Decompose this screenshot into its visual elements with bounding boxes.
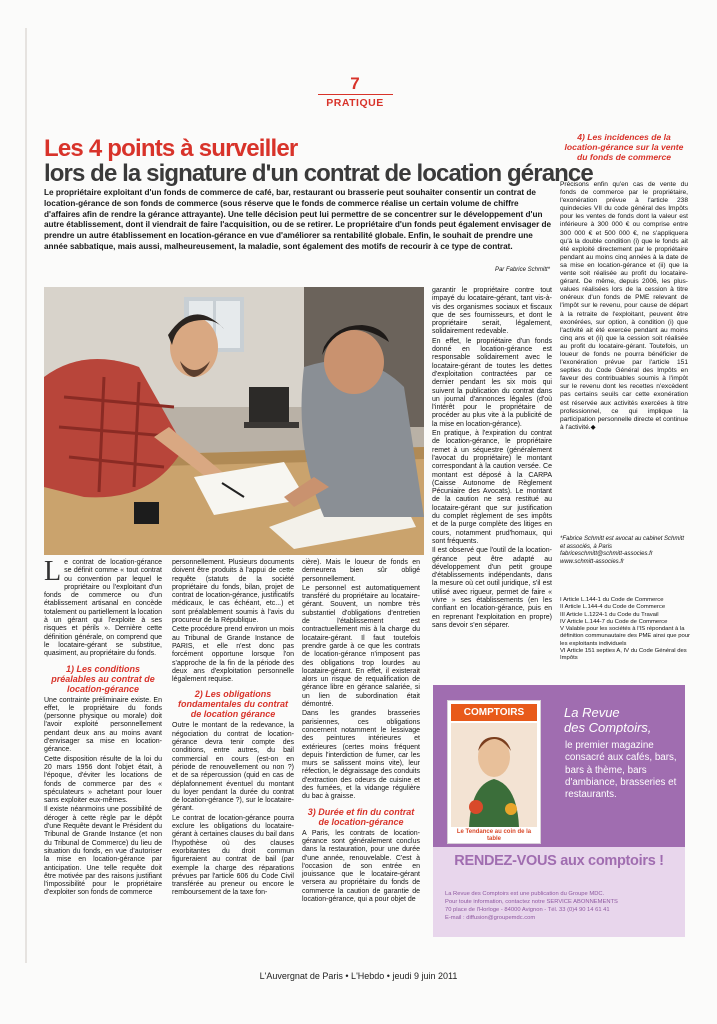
section-label: PRATIQUE xyxy=(326,97,384,109)
byline: Par Fabrice Schmitt* xyxy=(494,267,550,273)
paragraph: Le personnel est automatiquement transféré du propriétaire au locataire-gérant. Souvent, un nombre très substantiel d'obligations d'entretien de l'établissement est contractuellement mis à la charge du locataire-gérant. Il faut toutefois prendre garde à ce que les contrats de location-gérance n'imposent pas des obligations trop lourdes au locataire-gérant. En effet, il existerait alors un risque de requalification de gérance libre en gérance salariée, si un lien de subordination était démontré. xyxy=(302,584,420,709)
subheading-3: 3) Durée et fin du contrat de location-gérance xyxy=(307,806,415,827)
paragraph: Il existe néanmoins une possibilité de déroger à cette règle par le dépôt d'une Requête devant le Président du Tribunal de Grande Instance (et non du Tribunal de Commerce) du lieu de situation du fonds, en vue d'autoriser la mise en location-gérance par anticipation. Une telle requête doit être motivée par des raisons justifiant l'impossibilité pour le propriétaire d'exploiter son fonds de commerce xyxy=(44,806,162,897)
intro-paragraph: Le contrat de location-gérance se définit comme « tout contrat ou convention par lequel le propriétaire ou l'exploitant d'un fonds de commerce ou d'un établissement artisanal en concède totalement ou partiellement la location à un gérant qui l'exploite à ses risques et périls ». Dernière cette définition générale, on comprend que le locataire-gérant se substitue, quasiment, au propriétaire du fonds. xyxy=(44,556,162,658)
ad-email[interactable]: E-mail : diffusion@groupemdc.com xyxy=(445,915,536,921)
paragraph: Dans les grandes brasseries parisiennes, ces obligations concernent notamment le lessivage des peintures intérieures et extérieures (certes moins fréquent depuis l'interdiction de fumer, car les murs se salissent moins vite), leur réfection, le dégraissage des conduits d'extraction des odeurs de cuisine et des fumées, et la vidange régulière du bac à graisse. xyxy=(302,710,420,801)
revue-des-comptoirs-ad[interactable] xyxy=(433,685,685,937)
photo-contract-signing xyxy=(44,287,424,555)
article-column-3 xyxy=(302,559,420,905)
paragraph: cière). Mais le loueur de fonds en demeurera bien sûr obligé personnellement. xyxy=(302,559,420,583)
ad-text: le premier magazine consacré aux cafés, bars, bars à thème, bars d'ambiance, brasseries et restaurants. xyxy=(565,740,677,801)
page-footer: L'Auvergnat de Paris • L'Hebdo • jeudi 9 juin 2011 xyxy=(259,971,458,981)
paragraph: Cette disposition résulte de la loi du 20 mars 1956 dont l'objet était, à l'époque, d'éviter les locations de fonds de commerce par des « spéculateurs » achetant pour louer sans exploiter eux-mêmes. xyxy=(44,755,162,805)
article-column-1 xyxy=(44,556,162,899)
cover-illustration xyxy=(451,723,537,827)
reference-item: II Article L.144-4 du Code de Commerce xyxy=(560,604,666,611)
paragraph: Précisons enfin qu'en cas de vente du fonds de commerce par le propriétaire, l'exonération prévue à l'article 238 quindecies VII du code général des Impôts pour les ventes de fonds dont la valeur est inférieure à 300 000 € ou comprise entre 300 000 € et 500 000 €, ne s'appliquera qu'à la double condition (i) que le fonds ait été exploité directement par le propriétaire pendant au moins cinq années à la date de sa mise en location-gérance et (ii) que la vente soit réalisée au profit du locataire-gérant. De même, depuis 2006, les plus-values réalisées lors de la cession à titre onéreux d'un fonds de PME relevant de l'impôt sur le revenu, pour cause de départ à la retraite de l'exploitant, peuvent être exonérées, sur option, à condition (i) que l'activité ait été exercée pendant au moins cinq ans et (ii) que la cession soit réalisée au profit du locataire-gérant. Toutefois, un loueur de fonds ne pourra bénéficier de l'exonération prévue par l'article 151 septies du Code Général des Impôts en faveur des contribuables soumis à l'impôt sur le revenu dont les recettes n'excèdent pas certains seuils car cette exonération est réservée aux activités exercées à titre professionnel, ce qui implique la participation personnelle directe et continue à l'activité.◆ xyxy=(560,181,688,431)
article-column-3b xyxy=(432,287,552,631)
magazine-logo: COMPTOIRS xyxy=(451,704,537,721)
author-website-link[interactable]: www.schmitt-associes.fr xyxy=(560,558,625,565)
reference-item: I Article L.144-1 du Code de Commerce xyxy=(560,597,664,603)
reference-item: VI Article 151 septies A, IV du Code Général des Impôts xyxy=(560,648,687,662)
article-column-2 xyxy=(172,559,294,899)
reference-item: III Article L.1224-1 du Code du Travail xyxy=(560,611,659,618)
paragraph: garantir le propriétaire contre tout impayé du locataire-gérant, tant vis-à-vis des organismes sociaux et fiscaux que de ses fournisseurs, et dont le propriétaire serait, légalement, solidairement redevable. xyxy=(432,287,552,336)
paragraph: Une contrainte préliminaire existe. En effet, le propriétaire du fonds (personne physique ou morale) doit l'avoir exploité personnellement pendant deux ans au moins avant d'envisager sa mise en location-gérance. xyxy=(44,696,162,754)
page-gutter-shadow xyxy=(25,28,27,963)
lead-paragraph: Le propriétaire exploitant d'un fonds de commerce de café, bar, restaurant ou brasserie peut souhaiter consentir un contrat de location-gérance de son fonds de commerce (sous réserve que le fonds de commerce réalise un certain volume de chiffre d'affaires afin de rendre la gérance attrayante). Une telle décision peut lui permettre de se concentrer sur le développement d'un autre établissement, dont il viendrait de faire l'acquisition, ou de se retirer. Le propriétaire d'un fonds peut également envisager de prendre un autre établissement en location-gérance en vue d'améliorer sa rentabilité globale. Enfin, le souhait de prendre une année sabbatique, mais aussi, malheureusement, la maladie, sont également des motifs de recourir à ce type de contrat. xyxy=(44,188,552,251)
paragraph: personnellement. Plusieurs documents doivent être produits à l'appui de cette requête (statuts de la société propriétaire du fonds, bilan, projet de contrat de location-gérance, justificatifs médicaux, le cas échéant, etc...) et sont préalablement soumis à l'avis du procureur de la République. xyxy=(172,559,294,625)
reference-item: IV Article L.144-7 du Code de Commerce xyxy=(560,618,668,625)
drop-cap: L xyxy=(44,556,62,587)
article-column-4 xyxy=(560,181,688,433)
ad-footer: La Revue des Comptoirs est une publication du Groupe MDC. Pour toute information, contactez notre SERVICE ABONNEMENTS 70 place de l'Horloge - 84000 Avignon - Tél. 33 (0)4 90 14 61 41 E-mail : diffusion@groupemdc.com xyxy=(445,890,677,922)
references-list xyxy=(560,597,692,663)
paragraph: En pratique, à l'expiration du contrat de location-gérance, le propriétaire remet à un séquestre (généralement l'avocat du propriétaire) le montant correspondant à la caution versée. Ce montant est déposé à la CARPA (Caisse Autonome de Règlement Pécuniaire des Avocats). Le montant de la caution ne sera restitué au locataire-gérant que sur justification du complet règlement de ses impôts et de la purge complète des litiges en cours, notamment prud'homaux, qui sont fréquents. xyxy=(432,430,552,545)
subheading-1: 1) Les conditions préalables au contrat de location-gérance xyxy=(51,663,155,694)
ad-cta[interactable]: RENDEZ-VOUS aux comptoirs ! xyxy=(454,853,664,869)
reference-item: V Valable pour les sociétés à l'IS répondant à la définition communautaire des PME ainsi que pour les exploitants individuels xyxy=(560,626,690,647)
paragraph: En effet, le propriétaire d'un fonds donné en location-gérance est responsable solidairement avec le locataire-gérant de toutes les dettes d'exploitation contractées par ce dernier pendant les six mois qui suivent la publication du contrat dans un journal d'annonces légales (d'où l'intérêt pour le propriétaire de procéder au plus vite à la publicité de la mise en location-gérance). xyxy=(432,337,552,428)
paragraph: Cette procédure prend environ un mois au Tribunal de Grande Instance de PARIS, et elle n'est donc pas forcément opportune lorsque l'on s'approche de la fin de la période des deux ans d'exploitation personnelle légalement requise. xyxy=(172,626,294,684)
headline-line2: lors de la signature d'un contrat de location gérance xyxy=(44,160,593,187)
author-note: *Fabrice Schmitt est avocat au cabinet Schmitt et associés, à Paris fabriceschmitt@schmitt-associes.fr www.schmitt-associes.fr xyxy=(560,536,690,566)
paragraph: Outre le montant de la redevance, la négociation du contrat de location-gérance devra tenir compte des conditions, entre autres, du bail commercial en cours (est-on en période de renouvellement ou non ?) et de sa répercussion (quid en cas de déplafonnement éventuel du montant du loyer pendant la durée du contrat de location-gérance ?), sur le locataire-gérant. xyxy=(172,722,294,813)
ad-title: La Revue des Comptoirs, xyxy=(564,705,652,735)
author-email-link[interactable]: fabriceschmitt@schmitt-associes.fr xyxy=(560,551,653,558)
magazine-cover xyxy=(447,700,541,844)
headline-line1: Les 4 points à surveiller xyxy=(44,135,298,162)
section-number: 7 xyxy=(350,74,360,93)
subheading-2: 2) Les obligations fondamentales du contrat de location gérance xyxy=(177,689,288,720)
paragraph: Il est observé que l'outil de la location-gérance peut être adapté au développement d'un petit groupe d'établissements indépendants, dans la mesure où cet outil juridique, s'il est utilisé avec rigueur, permet de faire « vivre » ses établissements (en les confiant en location-gérance, puis en en reprenant l'exploitation en propre) sans devoir s'en séparer. xyxy=(432,547,552,629)
paragraph: A Paris, les contrats de location-gérance sont généralement conclus dans la restauration, pour une durée d'une année, renouvelable. C'est à l'occasion de son entrée en jouissance que le locataire-gérant versera au propriétaire du fonds de commerce la caution de garantie de location-gérance, qui a pour objet de xyxy=(302,829,420,903)
section-rule xyxy=(318,94,393,95)
ad-banner xyxy=(433,685,685,847)
paragraph: Le contrat de location-gérance pourra exclure les obligations du locataire-gérant à certaines clauses du bail dans l'hypothèse où des clauses exorbitantes du droit commun figureraient au contrat de bail (par exemple la charge des réparations prévues par l'article 606 du Code Civil transférée au preneur ou encore le remboursement de la taxe fon- xyxy=(172,814,294,897)
magazine-tagline: Le Tendance au coin de la table xyxy=(456,829,532,842)
subheading-4: 4) Les incidences de la location-gérance sur la vente du fonds de commerce xyxy=(564,132,684,162)
